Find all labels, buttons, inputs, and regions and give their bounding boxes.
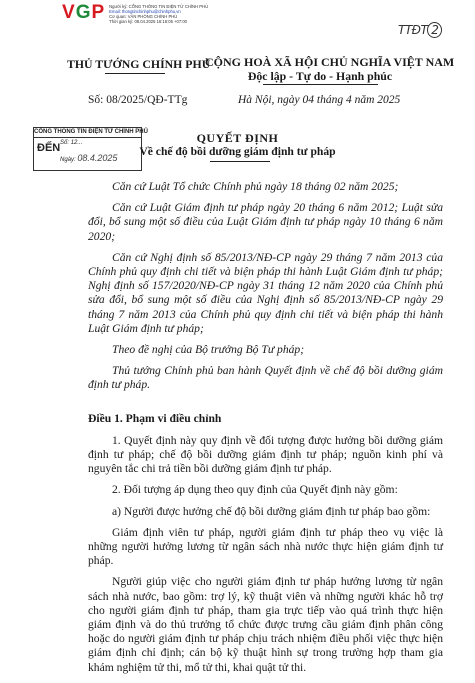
preamble-paragraph: Căn cứ Luật Giám định tư pháp ngày 20 tháng 6 năm 2012; Luật sửa đổi, bổ sung một số điều của Luật Giám định tư pháp ngày 10 tháng 6 năm 2020; (88, 201, 443, 243)
document-subtitle: Về chế độ bồi dưỡng giám định tư pháp (139, 145, 336, 158)
handwritten-note (398, 22, 442, 38)
article-clause: a) Người được hưởng chế độ bồi dưỡng giám định tư pháp bao gồm: (112, 504, 431, 518)
signer-line: Người ký: CỔNG THÔNG TIN ĐIỆN TỬ CHÍNH PHỦ (109, 4, 209, 9)
article-clause: 1. Quyết định này quy định về đối tượng được hưởng bồi dưỡng giám định tư pháp; chế độ bồi dưỡng giám định tư pháp; nguồn kinh phí và nguyên tắc chi trả tiền bồi dưỡng giám định tư pháp. (88, 433, 443, 476)
stamp-den: ĐẾN (37, 142, 61, 154)
agency-line: Cơ quan: VĂN PHÒNG CHÍNH PHỦ (109, 14, 178, 19)
vgp-logo (62, 3, 105, 23)
email-line: Email: thongtinchinhphu@chinhphu.vn (109, 9, 181, 14)
national-title: CỘNG HOÀ XÃ HỘI CHỦ NGHĨA VIỆT NAM (205, 55, 455, 69)
title-underline (210, 161, 270, 162)
vgp-logo-text: VGP (62, 2, 106, 23)
date-line: Hà Nội, ngày 04 tháng 4 năm 2025 (238, 94, 401, 106)
preamble-paragraph: Thủ tướng Chính phủ ban hành Quyết định về chế độ bồi dưỡng giám định tư pháp. (88, 364, 443, 392)
article-heading: Điều 1. Phạm vi điều chỉnh (88, 411, 222, 425)
stamp-date-label: Ngày: (60, 157, 76, 163)
stamp-number-value: 12... (70, 140, 83, 146)
sign-time-line: Thời gian ký: 08.04.2025 16:18:05 +07:00 (109, 19, 187, 24)
article-clause: 2. Đối tượng áp dụng theo quy định của Quyết định này gồm: (112, 483, 398, 497)
issuer-underline (105, 73, 165, 74)
handwritten-circled-number: 2 (427, 22, 442, 38)
article-paragraph: Người giúp việc cho người giám định tư pháp hưởng lương từ ngân sách nhà nước, bao gồm: trợ lý, kỹ thuật viên và những người khác hỗ trợ cho người giám định tư pháp, tham gia trực tiếp vào quá trình thực hiện giám định và do thủ trưởng tổ chức được trưng cầu giám định phân công hoặc do người giám định tư pháp chịu trách nhiệm điều phối việc thực hiện giám định chỉ định; cán bộ kỹ thuật hình sự trong trường hợp tham gia khám nghiệm tử thi, mổ tử thi, khai quật tử thi. (88, 575, 443, 674)
national-motto: Độc lập - Tự do - Hạnh phúc (247, 69, 393, 83)
signature-info (109, 4, 208, 24)
preamble-paragraph: Căn cứ Luật Tổ chức Chính phủ ngày 18 tháng 02 năm 2025; (112, 180, 399, 193)
stamp-number-label: Số: (60, 140, 70, 146)
digital-signature-header (62, 3, 208, 25)
stamp-title: CỔNG THÔNG TIN ĐIỆN TỬ CHÍNH PHỦ (34, 128, 141, 138)
document-body (88, 180, 443, 682)
motto-underline (263, 84, 378, 85)
document-number: Số: 08/2025/QĐ-TTg (88, 94, 188, 106)
preamble-paragraph: Căn cứ Nghị định số 85/2013/NĐ-CP ngày 29 tháng 7 năm 2013 của Chính phủ quy định chi tiết và biện pháp thi hành Luật Giám định tư pháp; Nghị định số 157/2020/NĐ-CP ngày 31 tháng 12 năm 2020 của Chính phủ sửa đổi, bổ sung một số điều của Nghị định số 85/2013/NĐ-CP ngày 29 tháng 7 năm 2013 của Chính phủ quy định chi tiết và biện pháp thi hành Luật Giám định tư pháp; (88, 250, 443, 335)
issuer-name: THỦ TƯỚNG CHÍNH PHỦ (67, 57, 211, 71)
preamble-paragraph: Theo đề nghị của Bộ trưởng Bộ Tư pháp; (112, 343, 305, 357)
stamp-date-value: 08.4.2025 (77, 153, 118, 163)
article-paragraph: Giám định viên tư pháp, người giám định tư pháp theo vụ việc là những người hưởng lương từ ngân sách nhà nước thực hiện giám định tư pháp. (88, 525, 443, 568)
handwritten-note-text: TTĐT (398, 23, 428, 37)
document-title: QUYẾT ĐỊNH (196, 131, 279, 145)
